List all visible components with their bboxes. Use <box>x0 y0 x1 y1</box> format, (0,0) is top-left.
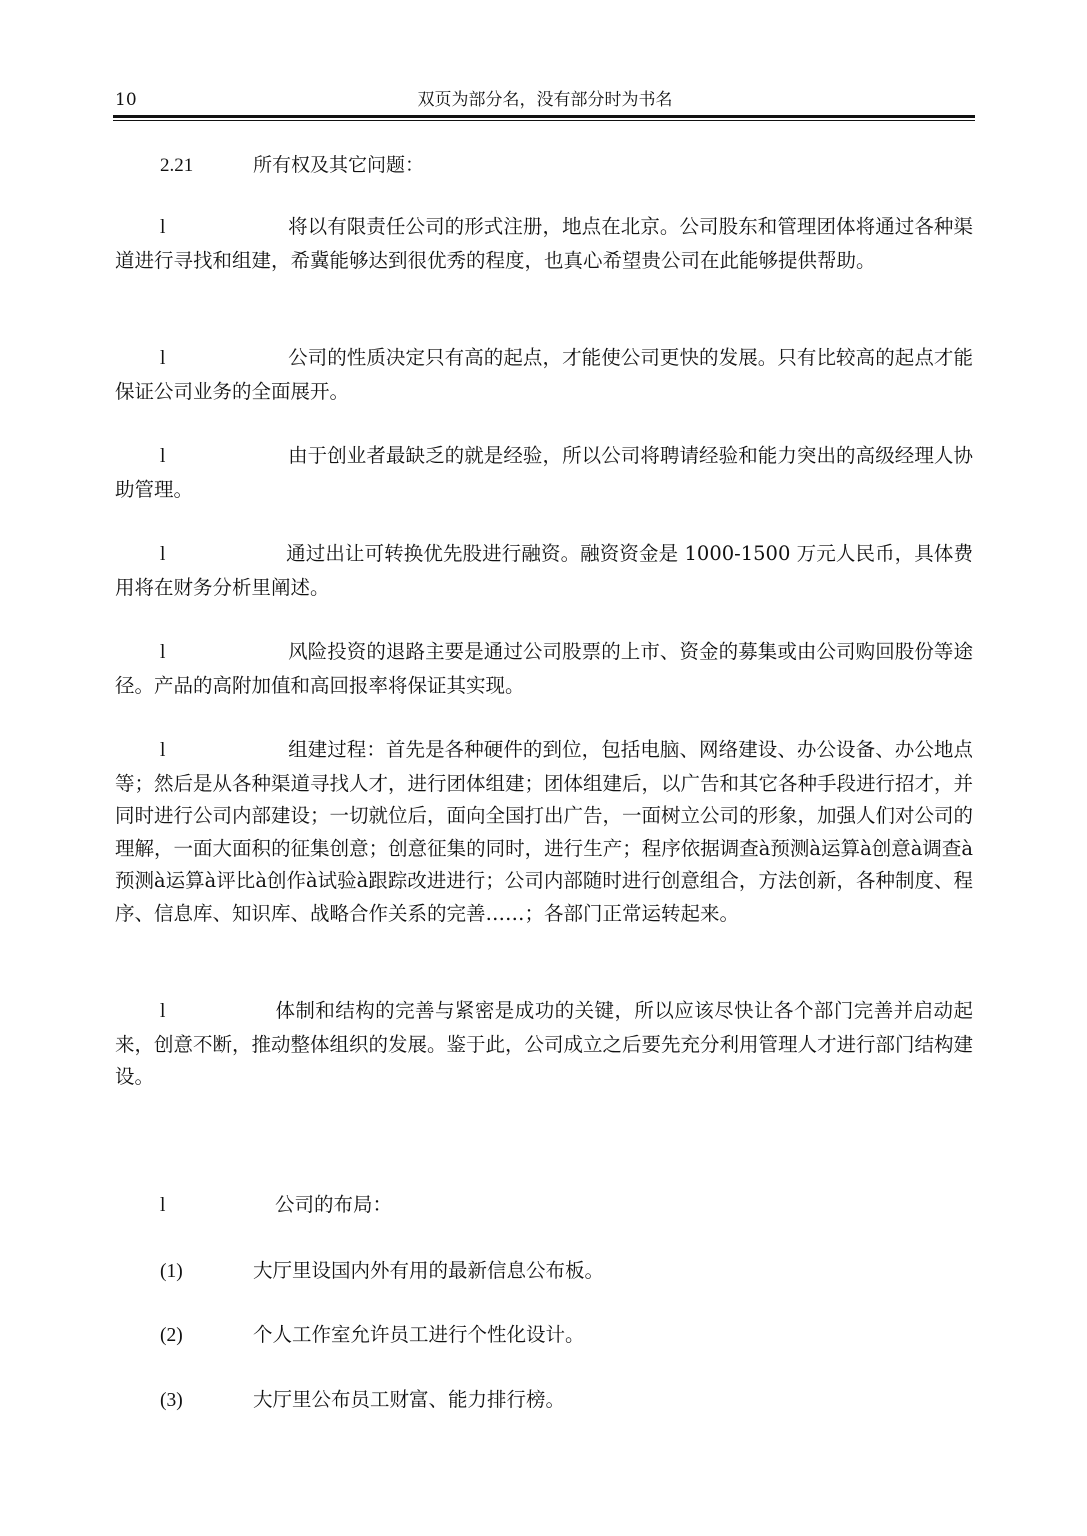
section-number: 2.21 <box>160 155 194 176</box>
paragraph-structure <box>115 995 973 1094</box>
header-rule-thin <box>113 120 975 121</box>
page-number: 10 <box>115 90 137 110</box>
item-marker: (2) <box>160 1325 183 1346</box>
paragraph-formation-process <box>115 734 973 930</box>
paragraph-text: 通过出让可转换优先股进行融资。融资资金是 1000-1500 万元人民币，具体费用将在财务分析里阐述。 <box>115 542 973 599</box>
paragraph-starting-point <box>115 342 973 408</box>
numbered-item <box>160 1386 565 1415</box>
paragraph-exit-strategy <box>115 636 973 702</box>
running-title: 双页为部分名，没有部分时为书名 <box>417 90 673 110</box>
page-header <box>115 88 975 112</box>
item-text: 大厅里设国内外有用的最新信息公布板。 <box>253 1259 605 1282</box>
bullet-marker: l <box>160 1001 166 1022</box>
numbered-item <box>160 1257 604 1286</box>
section-heading <box>160 151 424 180</box>
header-rule-thick <box>113 115 975 118</box>
bullet-marker: l <box>160 544 166 565</box>
bullet-marker: l <box>160 1195 166 1216</box>
paragraph-text: 公司的性质决定只有高的起点，才能使公司更快的发展。只有比较高的起点才能保证公司业务的全面展开。 <box>115 346 973 403</box>
paragraph-text: 组建过程：首先是各种硬件的到位，包括电脑、网络建设、办公设备、办公地点等；然后是从各种渠道寻找人才，进行团体组建；团体组建后，以广告和其它各种手段进行招才，并同时进行公司内部建设；一切就位后，面向全国打出广告，一面树立公司的形象，加强人们对公司的理解，一面大面积的征集创意；创意征集的同时，进行生产；程序依据调查à预测à运算à创意à调查à预测à运算à评比à创作à试验à跟踪改进进行；公司内部随时进行创意组合，方法创新，各种制度、程序、信息库、知识库、战略合作关系的完善……；各部门正常运转起来。 <box>115 738 974 925</box>
bullet-marker: l <box>160 642 166 663</box>
paragraph-text: 体制和结构的完善与紧密是成功的关键，所以应该尽快让各个部门完善并启动起来，创意不断，推动整体组织的发展。鉴于此，公司成立之后要先充分利用管理人才进行部门结构建设。 <box>115 999 974 1088</box>
bullet-marker: l <box>160 446 166 467</box>
paragraph-financing <box>115 538 973 604</box>
paragraph-text: 将以有限责任公司的形式注册，地点在北京。公司股东和管理团体将通过各种渠道进行寻找和组建，希冀能够达到很优秀的程度，也真心希望贵公司在此能够提供帮助。 <box>115 215 973 272</box>
bullet-marker: l <box>160 348 166 369</box>
layout-heading <box>160 1191 392 1220</box>
numbered-item <box>160 1321 585 1350</box>
item-marker: (1) <box>160 1261 183 1282</box>
item-marker: (3) <box>160 1390 183 1411</box>
paragraph-registration <box>115 211 973 277</box>
layout-heading-text: 公司的布局： <box>275 1193 393 1216</box>
bullet-marker: l <box>160 217 166 238</box>
item-text: 大厅里公布员工财富、能力排行榜。 <box>253 1388 566 1411</box>
paragraph-text: 由于创业者最缺乏的就是经验，所以公司将聘请经验和能力突出的高级经理人协助管理。 <box>115 444 973 501</box>
section-title: 所有权及其它问题： <box>253 154 425 176</box>
paragraph-text: 风险投资的退路主要是通过公司股票的上市、资金的募集或由公司购回股份等途径。产品的高附加值和高回报率将保证其实现。 <box>115 640 973 697</box>
item-text: 个人工作室允许员工进行个性化设计。 <box>253 1323 585 1346</box>
paragraph-experience <box>115 440 973 506</box>
bullet-marker: l <box>160 740 166 761</box>
